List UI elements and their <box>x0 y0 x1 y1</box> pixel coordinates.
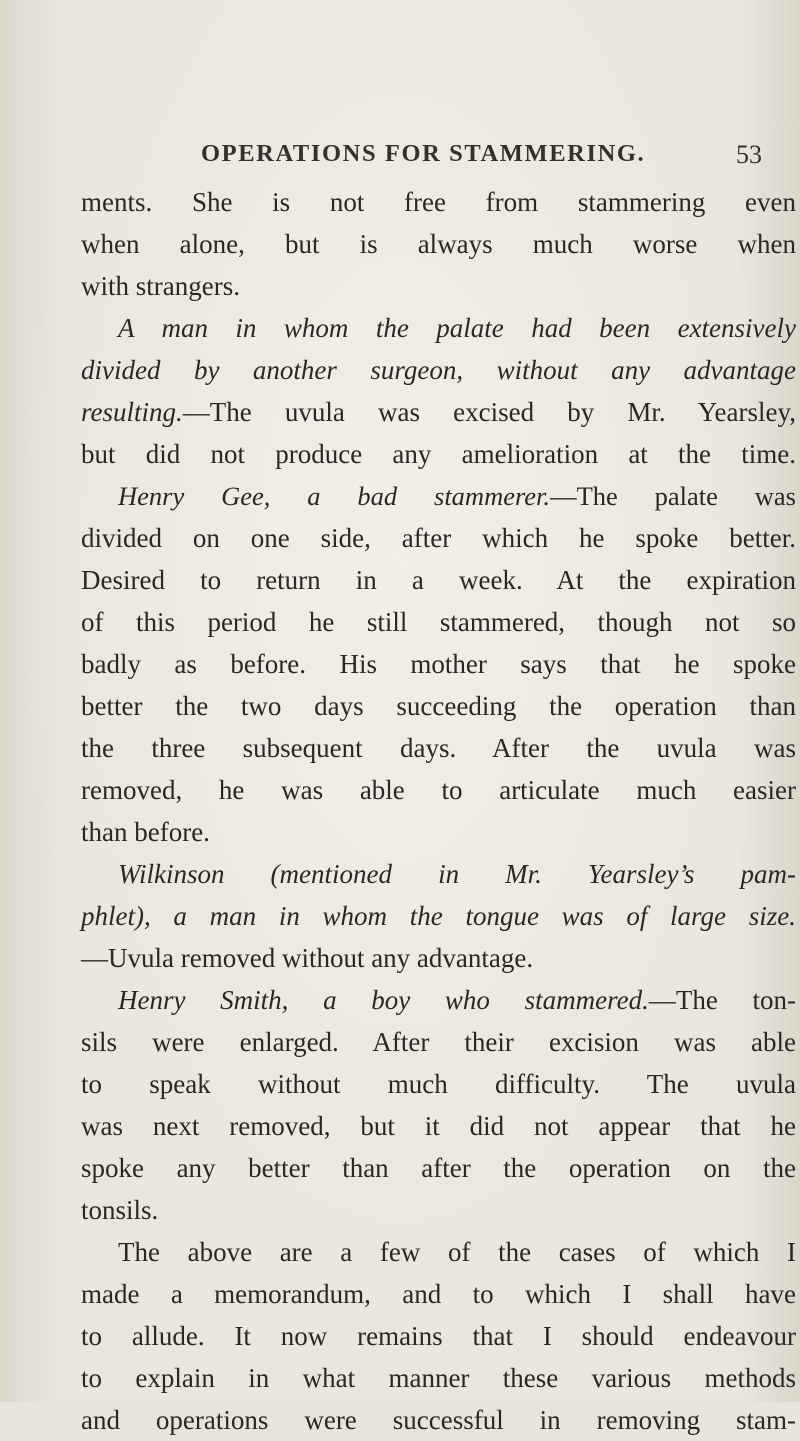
text-line <box>81 979 796 1021</box>
running-head <box>0 140 800 180</box>
italic-text: resulting. <box>81 397 183 427</box>
text-line <box>81 1063 796 1105</box>
text-segment: when alone, but is always much worse when <box>81 229 796 259</box>
text-segment: made a memorandum, and to which I shall have <box>81 1279 796 1309</box>
text-line <box>81 895 796 937</box>
text-segment: to speak without much difficulty. The uvula <box>81 1069 796 1099</box>
text-line <box>81 853 796 895</box>
text-line <box>81 1399 796 1441</box>
text-line <box>81 1021 796 1063</box>
text-line <box>81 643 796 685</box>
page-number: 53 <box>736 140 762 169</box>
text-segment: badly as before. His mother says that he spoke <box>81 649 796 679</box>
text-line <box>81 727 796 769</box>
italic-text: phlet), a man in whom the tongue was of large size. <box>81 901 796 931</box>
text-segment: the three subsequent days. After the uvula was <box>81 733 796 763</box>
italic-text: Wilkinson (mentioned in Mr. Yearsley’s pam- <box>118 859 796 889</box>
text-segment: Desired to return in a week. At the expiration <box>81 565 796 595</box>
text-line <box>81 685 796 727</box>
body-text <box>81 181 796 1441</box>
text-line <box>81 601 796 643</box>
text-line <box>81 1147 796 1189</box>
text-segment: to explain in what manner these various methods <box>81 1363 796 1393</box>
text-segment: —The uvula was excised by Mr. Yearsley, <box>182 397 796 427</box>
text-line <box>81 559 796 601</box>
text-line <box>81 265 796 307</box>
text-line <box>81 307 796 349</box>
text-segment: tonsils. <box>81 1195 159 1225</box>
text-segment: sils were enlarged. After their excision was able <box>81 1027 796 1057</box>
text-line <box>81 1357 796 1399</box>
text-line <box>81 769 796 811</box>
text-segment: ments. She is not free from stammering even <box>81 187 796 217</box>
text-line <box>81 349 796 391</box>
text-segment: was next removed, but it did not appear that he <box>81 1111 796 1141</box>
text-segment: The above are a few of the cases of which I <box>118 1237 796 1267</box>
text-segment: divided on one side, after which he spoke better. <box>81 523 796 553</box>
text-line <box>81 475 796 517</box>
text-line <box>81 1273 796 1315</box>
italic-text: Henry Gee, a bad stammerer. <box>118 481 551 511</box>
italic-text: Henry Smith, a boy who stammered. <box>118 985 649 1015</box>
text-segment: spoke any better than after the operation on the <box>81 1153 796 1183</box>
text-line <box>81 1189 796 1231</box>
text-line <box>81 937 796 979</box>
text-segment: to allude. It now remains that I should endeavour <box>81 1321 796 1351</box>
text-segment: of this period he still stammered, though not so <box>81 607 796 637</box>
text-line <box>81 223 796 265</box>
text-segment: better the two days succeeding the operation than <box>81 691 796 721</box>
text-line <box>81 1231 796 1273</box>
text-segment: with strangers. <box>81 271 240 301</box>
text-line <box>81 181 796 223</box>
text-line <box>81 1315 796 1357</box>
running-title: OPERATIONS FOR STAMMERING. <box>201 140 646 167</box>
text-segment: removed, he was able to articulate much easier <box>81 775 796 805</box>
text-segment: than before. <box>81 817 210 847</box>
text-line <box>81 391 796 433</box>
text-line <box>81 811 796 853</box>
italic-text: A man in whom the palate had been extensively <box>118 313 796 343</box>
text-segment: —The ton- <box>648 985 796 1015</box>
text-line <box>81 517 796 559</box>
text-segment: but did not produce any amelioration at the time. <box>81 439 796 469</box>
text-segment: —Uvula removed without any advantage. <box>81 943 534 973</box>
text-line <box>81 1105 796 1147</box>
text-segment: —The palate was <box>550 481 796 511</box>
text-segment: and operations were successful in removing stam- <box>81 1405 796 1435</box>
italic-text: divided by another surgeon, without any advantage <box>81 355 796 385</box>
text-line <box>81 433 796 475</box>
